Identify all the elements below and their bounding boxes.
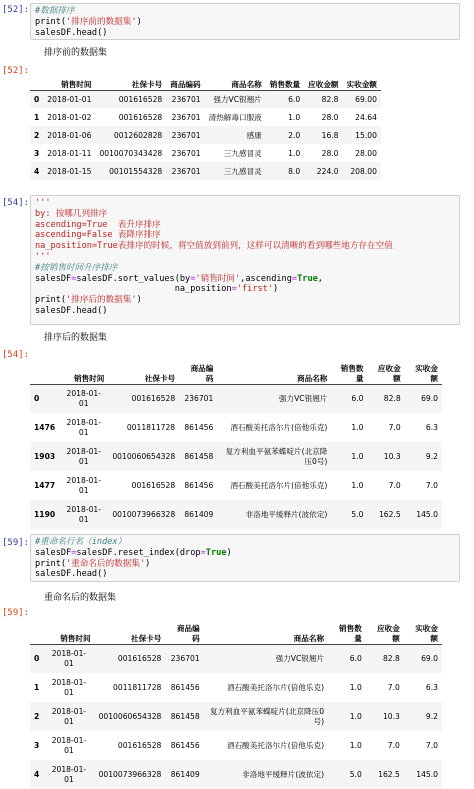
- code-line: [35, 198, 455, 209]
- column-header: 实收金额: [343, 74, 381, 90]
- table-cell: 001616528: [95, 644, 166, 673]
- row-index: 1476: [34, 423, 56, 432]
- table-cell: 861409: [165, 760, 203, 789]
- column-header: 实收金额: [404, 618, 442, 644]
- table-cell: 001616528: [108, 384, 179, 413]
- column-header: 商品编码: [179, 358, 217, 384]
- table-row: [30, 500, 442, 529]
- code-token: salesDF.sort_values(by: [76, 273, 191, 284]
- code-token: '重命名后的数据集': [66, 558, 146, 569]
- table-cell: 236701: [166, 90, 204, 108]
- code-cell-sort-intro[interactable]: [30, 3, 460, 40]
- table-cell: 1.0: [331, 442, 367, 471]
- table-cell: 6.0: [328, 644, 366, 673]
- table-cell: 82.8: [366, 644, 404, 673]
- row-index: 2: [30, 702, 43, 731]
- code-line: [35, 220, 455, 231]
- column-header: 销售数量: [328, 618, 366, 644]
- table-row: [30, 90, 381, 108]
- table-cell: 2.0: [266, 126, 304, 144]
- column-header: [30, 358, 59, 384]
- code-line: [35, 252, 455, 263]
- table-row: [30, 413, 442, 442]
- table-cell: 2018-01-01: [51, 735, 87, 755]
- table-cell: 2018-01-11: [47, 148, 92, 158]
- table-cell: 7.0: [388, 481, 401, 490]
- code-token: ascending=True 表升序排序: [35, 219, 161, 230]
- table-cell: 6.0: [266, 90, 304, 108]
- dataframe-table-before-sort: [30, 74, 381, 180]
- table-cell: 6.3: [425, 683, 438, 692]
- table-cell: 69.00: [343, 90, 381, 108]
- table-cell: 2018-01-01: [59, 500, 108, 529]
- table-row: [30, 731, 442, 760]
- code-token: =: [291, 273, 298, 284]
- table-cell: 酒石酸美托洛尔片(倍他乐克): [226, 682, 325, 692]
- table-cell: 强力VC银翘片: [205, 90, 266, 108]
- table-cell: 861458: [179, 442, 217, 471]
- table-cell: 82.8: [304, 90, 342, 108]
- table-cell: 236701: [171, 112, 201, 122]
- table-cell: 236701: [166, 162, 204, 180]
- column-header: 应收金额: [366, 618, 404, 644]
- table-cell: 7.0: [387, 741, 400, 750]
- table-cell: 10.3: [367, 442, 404, 471]
- table-cell: 861456: [170, 741, 200, 750]
- column-header: 销售时间: [43, 74, 95, 90]
- output-prompt: [54]:: [2, 350, 30, 360]
- table-cell: 非洛地平缓释片(波依定): [217, 500, 331, 529]
- table-cell: 2018-01-06: [43, 126, 95, 144]
- table-cell: 2018-01-01: [66, 475, 101, 495]
- table-cell: 001616528: [95, 90, 166, 108]
- table-cell: 10.3: [366, 702, 404, 731]
- column-header: 销售数量: [331, 358, 367, 384]
- row-index: 3: [34, 148, 40, 158]
- code-token: '排序前的数据集': [66, 16, 137, 27]
- code-token: #数据排序: [35, 6, 75, 16]
- table-cell: 2018-01-01: [51, 677, 87, 697]
- code-line: [35, 569, 455, 580]
- table-cell: 2018-01-01: [59, 384, 108, 413]
- input-prompt: [59]:: [2, 538, 30, 548]
- table-cell: 清热解毒口服液: [208, 112, 262, 122]
- code-line: [35, 274, 455, 285]
- table-cell: 0011811728: [113, 683, 162, 692]
- table-cell: 0010070343428: [99, 148, 163, 158]
- table-cell: 24.64: [355, 112, 377, 122]
- row-index: 1: [34, 112, 40, 122]
- table-cell: 2018-01-01: [43, 702, 94, 731]
- table-row: [30, 471, 442, 500]
- code-token: =: [190, 273, 196, 284]
- column-header: 实收金额: [405, 358, 442, 384]
- code-line: [35, 209, 455, 220]
- table-row: [30, 108, 381, 126]
- table-cell: 28.0: [321, 148, 339, 158]
- row-index: 4: [30, 760, 43, 789]
- dataframe-table-renamed: [30, 618, 442, 789]
- column-header: 商品编码: [165, 618, 203, 644]
- table-cell: 0010060654328: [108, 442, 179, 471]
- code-token: ascending=False 表降序排序: [35, 230, 161, 241]
- code-token: #重命名行名（index）: [35, 537, 127, 547]
- table-cell: 1.0: [349, 683, 362, 692]
- table-cell: 1.0: [288, 112, 301, 122]
- code-token: #按销售时间升序排序: [35, 262, 118, 273]
- input-prompt: [52]:: [2, 5, 30, 15]
- table-cell: 236701: [165, 644, 203, 673]
- row-index: 1903: [30, 442, 59, 471]
- table-cell: 162.5: [366, 760, 404, 789]
- code-token: ,: [317, 273, 323, 284]
- code-token: salesDF: [35, 273, 72, 284]
- table-cell: 69.0: [405, 384, 442, 413]
- column-header: 商品名称: [204, 618, 328, 644]
- output-prompt: [52]:: [2, 66, 30, 76]
- code-token: 'first': [236, 284, 274, 295]
- table-cell: 69.0: [404, 644, 442, 673]
- table-cell: 861409: [179, 500, 217, 529]
- code-token: =: [71, 273, 77, 284]
- column-header: 销售时间: [43, 618, 94, 644]
- code-line: [35, 28, 455, 39]
- row-index: 4: [30, 162, 43, 180]
- table-cell: 1.0: [288, 148, 301, 158]
- table-cell: 7.0: [387, 683, 400, 692]
- table-cell: 1.0: [351, 423, 364, 432]
- code-token: ): [226, 547, 232, 558]
- table-cell: 2018-01-01: [59, 442, 108, 471]
- code-token: ): [145, 558, 151, 569]
- table-cell: 6.0: [331, 384, 367, 413]
- table-cell: 三九感冒灵: [205, 162, 266, 180]
- code-token: '销售时间': [195, 273, 241, 284]
- column-header: 社保卡号: [95, 618, 166, 644]
- column-header: 商品名称: [205, 74, 266, 90]
- table-cell: 162.5: [367, 500, 404, 529]
- table-cell: 复方利血平氨苯蝶啶片(北京降压0号): [217, 442, 331, 471]
- table-cell: 28.00: [355, 148, 377, 158]
- code-token: ): [136, 295, 142, 306]
- table-row: [30, 144, 381, 162]
- row-index: 2: [30, 126, 43, 144]
- code-cell-sort-values[interactable]: [30, 195, 460, 325]
- code-token: True: [205, 547, 227, 558]
- code-token: na_position: [35, 284, 232, 295]
- column-header: [30, 618, 43, 644]
- table-row: [30, 442, 442, 471]
- table-row: [30, 644, 442, 673]
- row-index: 0: [30, 384, 59, 413]
- row-index: 1190: [30, 500, 59, 529]
- table-cell: 861456: [184, 481, 214, 490]
- code-token: ): [273, 284, 279, 295]
- table-cell: 7.0: [425, 481, 438, 490]
- table-cell: 感康: [205, 126, 266, 144]
- table-cell: 001616528: [131, 481, 176, 490]
- table-cell: 28.0: [321, 112, 339, 122]
- table-cell: 0011811728: [126, 423, 176, 432]
- output-prompt: [59]:: [2, 608, 30, 618]
- table-cell: 1.0: [351, 481, 364, 490]
- table-cell: 001616528: [117, 741, 162, 750]
- column-header: 应收金额: [304, 74, 342, 90]
- table-cell: 非洛地平缓释片(波依定): [204, 760, 328, 789]
- code-token: print(: [35, 295, 67, 306]
- table-cell: 236701: [179, 384, 217, 413]
- column-header: 应收金额: [367, 358, 404, 384]
- table-row: [30, 760, 442, 789]
- code-token: =: [200, 547, 206, 558]
- table-cell: 7.0: [388, 423, 401, 432]
- code-token: salesDF.head(): [35, 569, 108, 580]
- code-cell-reset-index[interactable]: [30, 534, 460, 582]
- row-index: 0: [30, 644, 43, 673]
- code-token: '排序后的数据集': [66, 295, 137, 306]
- table-cell: 三九感冒灵: [223, 148, 262, 158]
- code-line: [35, 17, 455, 28]
- table-row: [30, 162, 381, 180]
- table-cell: 0012602828: [95, 126, 166, 144]
- code-line: [35, 559, 455, 570]
- code-line: [35, 6, 455, 17]
- table-cell: 145.0: [405, 500, 442, 529]
- row-index: 1: [34, 683, 40, 692]
- table-cell: 酒石酸美托洛尔片(倍他乐克): [230, 480, 328, 490]
- table-cell: 208.00: [343, 162, 381, 180]
- code-token: =: [231, 284, 237, 295]
- table-cell: 861456: [170, 683, 200, 692]
- column-header: 商品名称: [217, 358, 331, 384]
- table-row: [30, 673, 442, 702]
- table-row: [30, 126, 381, 144]
- table-cell: 6.3: [425, 423, 438, 432]
- code-token: print(: [35, 558, 67, 569]
- table-cell: 0010060654328: [95, 702, 166, 731]
- code-line: [35, 537, 455, 548]
- table-cell: 2018-01-01: [43, 760, 94, 789]
- code-line: [35, 548, 455, 559]
- stdout-text: 排序前的数据集: [44, 48, 108, 58]
- row-index: 3: [34, 741, 40, 750]
- table-cell: 00101554328: [95, 162, 166, 180]
- table-cell: 001616528: [118, 112, 163, 122]
- code-token: salesDF.reset_index(drop: [76, 547, 201, 558]
- code-token: by: 按哪几列排序: [35, 208, 108, 219]
- table-cell: 5.0: [328, 760, 366, 789]
- table-cell: 2018-01-01: [43, 644, 94, 673]
- table-cell: 2018-01-02: [47, 112, 92, 122]
- table-cell: 9.2: [404, 702, 442, 731]
- code-token: ''': [35, 251, 51, 262]
- stdout-text: 重命名后的数据集: [44, 593, 117, 603]
- code-token: salesDF.head(): [35, 27, 108, 38]
- code-token: print(: [35, 16, 67, 27]
- table-cell: 0010073966328: [95, 760, 166, 789]
- code-line: [35, 230, 455, 241]
- code-line: [35, 295, 455, 306]
- code-token: salesDF: [35, 547, 72, 558]
- table-cell: 5.0: [331, 500, 367, 529]
- input-prompt: [54]:: [2, 198, 30, 208]
- table-row: [30, 384, 442, 413]
- code-token: na_position=True表排序的时候，将空值放到前列，这样可以清晰的看到哪些地方存在空值: [35, 241, 393, 252]
- table-cell: 236701: [171, 148, 201, 158]
- dataframe-table-after-sort: [30, 358, 442, 529]
- table-cell: 861458: [165, 702, 203, 731]
- column-header: 商品编码: [166, 74, 204, 90]
- code-token: True: [297, 273, 318, 284]
- table-cell: 1.0: [349, 741, 362, 750]
- column-header: [30, 74, 43, 90]
- code-token: ,ascending: [240, 273, 292, 284]
- table-cell: 2018-01-01: [66, 417, 101, 437]
- stdout-text: 排序后的数据集: [44, 333, 108, 343]
- code-line: [35, 263, 455, 274]
- table-cell: 0010073966328: [108, 500, 179, 529]
- table-cell: 1.0: [328, 702, 366, 731]
- table-cell: 224.0: [304, 162, 342, 180]
- table-cell: 16.8: [304, 126, 342, 144]
- code-line: [35, 306, 455, 317]
- table-row: [30, 702, 442, 731]
- table-cell: 复方利血平氨苯蝶啶片(北京降压0号): [204, 702, 328, 731]
- column-header: 销售时间: [59, 358, 108, 384]
- table-cell: 2018-01-01: [43, 90, 95, 108]
- code-line: [35, 241, 455, 252]
- code-line: [35, 284, 455, 295]
- table-cell: 861456: [184, 423, 214, 432]
- table-cell: 8.0: [266, 162, 304, 180]
- code-token: ): [136, 16, 142, 27]
- row-index: 0: [30, 90, 43, 108]
- code-token: =: [71, 547, 77, 558]
- table-cell: 强力VC银翘片: [217, 384, 331, 413]
- table-cell: 酒石酸美托洛尔片(倍他乐克): [230, 422, 328, 432]
- table-cell: 强力VC银翘片: [204, 644, 328, 673]
- table-cell: 236701: [166, 126, 204, 144]
- column-header: 社保卡号: [108, 358, 179, 384]
- table-cell: 酒石酸美托洛尔片(倍他乐克): [226, 740, 325, 750]
- table-cell: 2018-01-15: [43, 162, 95, 180]
- row-index: 1477: [34, 481, 56, 490]
- table-cell: 7.0: [425, 741, 438, 750]
- table-cell: 9.2: [405, 442, 442, 471]
- code-token: ''': [35, 198, 51, 208]
- column-header: 销售数量: [266, 74, 304, 90]
- table-cell: 15.00: [343, 126, 381, 144]
- column-header: 社保卡号: [95, 74, 166, 90]
- table-cell: 145.0: [404, 760, 442, 789]
- table-cell: 82.8: [367, 384, 404, 413]
- code-token: salesDF.head(): [35, 305, 108, 316]
